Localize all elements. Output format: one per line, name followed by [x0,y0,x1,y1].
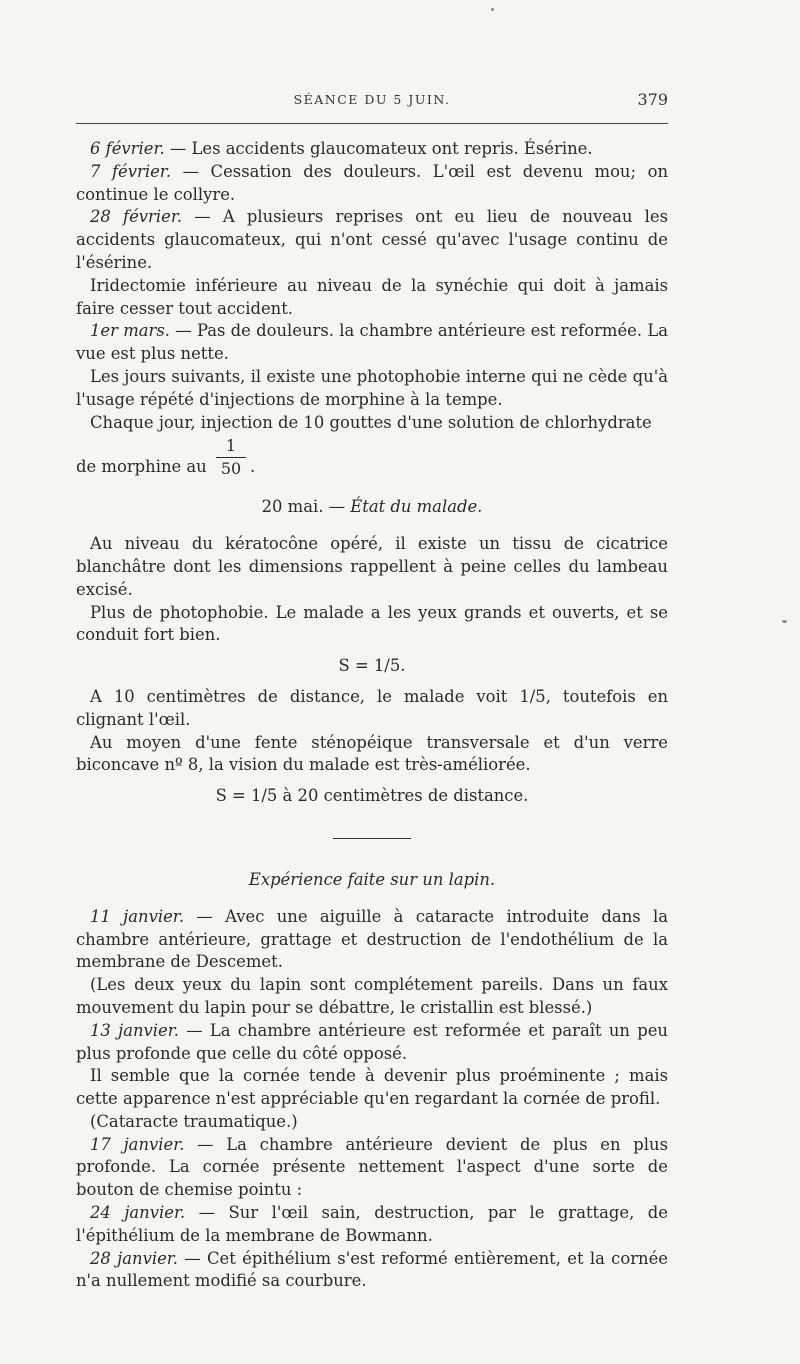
page-number: 379 [637,90,668,109]
entry-date: 24 janvier. [90,1203,186,1223]
entry-text: (Cataracte traumatique.) [90,1111,298,1131]
entry-date: 6 février. [90,139,165,158]
paragraph [76,161,668,207]
entry-text: Il semble que la cornée tende à devenir plus proéminente ; mais cette apparence n'est appréciable qu'en regardant la cornée de profil. [76,1066,668,1109]
paragraph [76,1134,668,1202]
paragraph [76,138,668,161]
paragraph [76,275,668,321]
paragraph [76,412,668,435]
fraction [216,436,246,479]
fraction-numerator: 1 [216,436,246,458]
fraction-trail: . [250,457,256,477]
paragraph: Au moyen d'une fente sténopéique transversale et d'un verre biconcave nº 8, la vision du malade est très-améliorée. [76,732,668,775]
paragraph [76,1248,668,1294]
paragraph [76,366,668,412]
entry-date: 1er mars. [90,321,171,341]
entry-date: 17 janvier. [90,1134,185,1154]
paragraph [76,1111,668,1134]
paragraph [76,1202,668,1248]
formula-visual-acuity-distance: S = 1/5 à 20 centimètres de distance. [215,786,529,806]
entry-text: Les jours suivants, il existe une photophobie interne qui ne cède qu'à l'usage répété d'injections de morphine à la tempe. [76,366,668,409]
etat-title: État du malade. [350,497,483,517]
entry-text: — Cessation des douleurs. L'œil est devenu mou; on continue le collyre. [76,161,668,204]
entry-date: 13 janvier. [90,1020,179,1040]
section-rule [333,838,411,839]
etat-heading [76,496,668,519]
entry-text: — La chambre antérieure est reformée et paraît un peu plus profonde que celle du côté opposé. [76,1020,668,1063]
entry-text: — A plusieurs reprises ont eu lieu de nouveau les accidents glaucomateux, qui n'ont cessé qu'avec l'usage continu de l'ésérine. [76,207,668,272]
paragraph [76,1065,668,1111]
etat-date: 20 mai. [261,497,324,517]
body-text [76,138,668,1293]
entry-date: 28 janvier. [90,1248,179,1268]
paragraph [76,906,668,974]
entry-text: (Les deux yeux du lapin sont complétement pareils. Dans un faux mouvement du lapin pour se débattre, le cristallin est blessé.) [76,975,668,1017]
paragraph [76,320,668,366]
entry-text: Iridectomie inférieure au niveau de la synéchie qui doit à jamais faire cesser tout accident. [76,275,668,318]
entry-date: 28 février. [90,207,183,227]
paragraph [76,974,668,1020]
experience-heading: Expérience faite sur un lapin. [248,869,496,889]
entry-text: — Sur l'œil sain, destruction, par le grattage, de l'épithélium de la membrane de Bowmann. [76,1203,668,1245]
entry-date: 11 janvier. [90,906,185,926]
paragraph: Au niveau du kératocône opéré, il existe un tissu de cicatrice blanchâtre dont les dimensions rappellent à peine celles du lambeau excisé. [76,534,668,599]
header-rule [76,123,668,124]
paragraph [76,1020,668,1066]
entry-text: — Pas de douleurs. la chambre antérieure est reformée. La vue est plus nette. [76,321,669,364]
running-head [76,92,668,114]
running-title: SÉANCE DU 5 JUIN. [293,92,451,107]
fraction-lead-text: de morphine au [76,457,207,477]
fraction-line [76,434,668,488]
paragraph: A 10 centimètres de distance, le malade voit 1/5, toutefois en clignant l'œil. [76,686,668,729]
entry-text: — Avec une aiguille à cataracte introduite dans la chambre antérieure, grattage et destruction de l'endothélium de la membrane de Descemet. [76,906,668,972]
paragraph [76,206,668,274]
entry-text: — La chambre antérieure devient de plus en plus profonde. La cornée présente nettement l'aspect d'une sorte de bouton de chemise pointu : [76,1134,668,1200]
paper-speck [782,620,787,623]
etat-dash: — [323,497,351,517]
entry-date: 7 février. [90,161,172,181]
paragraph: Plus de photophobie. Le malade a les yeux grands et ouverts, et se conduit fort bien. [76,602,668,645]
entry-text: — Cet épithélium s'est reformé entièrement, et la cornée n'a nullement modifié sa courbure. [76,1248,668,1291]
entry-text: Chaque jour, injection de 10 gouttes d'une solution de chlorhydrate [90,412,652,432]
formula-visual-acuity: S = 1/5. [338,656,406,676]
fraction-denominator: 50 [220,459,242,479]
paper-speck [491,8,494,11]
entry-text: — Les accidents glaucomateux ont repris. Ésérine. [164,139,593,158]
